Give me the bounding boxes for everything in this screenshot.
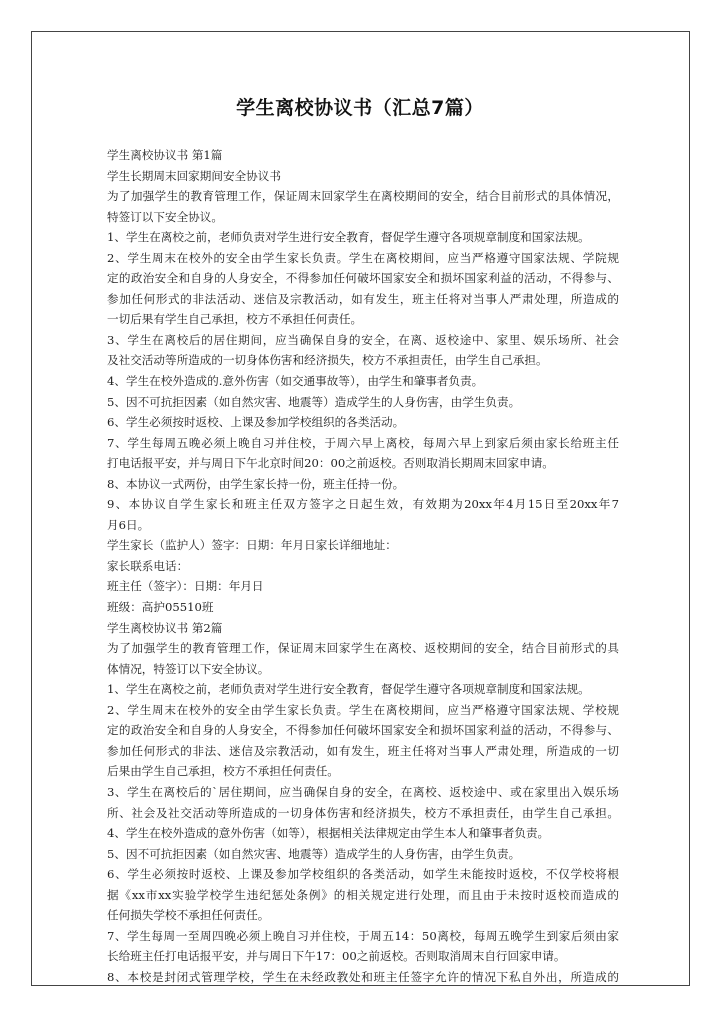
paragraph-line: 体情况，特签订以下安全协议。 (107, 661, 270, 676)
clause-line: 5、因不可抗拒因素（如自然灾害、地震等）造成学生的人身伤害，由学生负责。 (107, 846, 521, 861)
clause-line: 一切后果有学生自己承担，校方不承担任何责任。 (107, 312, 363, 327)
clause-line: 参加任何形式的非法活动、迷信及宗教活动，如有发生，班主任将对当事人严肃处理，所造成的 (107, 291, 619, 306)
clause-line: 8、本校是封闭式管理学校，学生在未经政教处和班主任签字允许的情况下私自外出，所造成的 (107, 969, 619, 984)
clause-line: 1、学生在离校之前，老师负责对学生进行安全教育，督促学生遵守各项规章制度和国家法规。 (107, 230, 590, 245)
subtitle: 学生长期周末回家期间安全协议书 (107, 168, 281, 183)
paragraph-line: 特签订以下安全协议。 (107, 209, 223, 224)
clause-line: 后果由学生自己承担，校方不承担任何责任。 (107, 764, 339, 779)
clause-line: 据《xx市xx实验学校学生违纪惩处条例》的相关规定进行处理，而且由于未按时返校而造成的 (107, 887, 619, 902)
signature-line: 班级：高护05510班 (107, 600, 214, 615)
signature-line: 学生家长（监护人）签字：日期：年月日家长详细地址： (107, 538, 397, 553)
clause-line: 6、学生必须按时返校、上课及参加学校组织的各类活动。 (107, 415, 405, 430)
clause-line: 7、学生每周五晚必须上晚自习并住校，于周六早上离校，每周六早上到家后须由家长给班主任 (107, 435, 619, 450)
clause-line: 9、本协议自学生家长和班主任双方签字之日起生效，有效期为20xx年4月15日至20xx年7 (107, 497, 619, 512)
clause-line: 7、学生每周一至周四晚必须上晚自习并住校，于周五14：50离校，每周五晚学生到家后须由家 (107, 928, 619, 943)
paragraph-line: 为了加强学生的教育管理工作，保证周末回家学生在离校、返校期间的安全，结合目前形式的具 (107, 641, 619, 656)
clause-line: 定的政治安全和自身的人身安全，不得参加任何破坏国家安全和损坏国家利益的活动，不得参与、 (107, 271, 619, 286)
section-heading-1: 学生离校协议书 第1篇 (107, 148, 223, 162)
clause-line: 4、学生在校外造成的.意外伤害（如交通事故等），由学生和肇事者负责。 (107, 374, 484, 389)
clause-line: 参加任何形式的非法、迷信及宗教活动，如有发生，班主任将对当事人严肃处理，所造成的一切 (107, 743, 619, 758)
clause-line: 3、学生在离校后的`居住期间，应当确保自身的安全，在离校、返校途中、或在家里出入娱乐场 (107, 784, 619, 799)
clause-line: 任何损失学校不承担任何责任。 (107, 908, 270, 923)
clause-line: 定的政治安全和自身的人身安全，不得参加任何破坏国家安全和损坏国家利益的活动，不得参与、 (107, 723, 619, 738)
clause-line: 5、因不可抗拒因素（如自然灾害、地震等）造成学生的人身伤害，由学生负责。 (107, 394, 521, 409)
clause-line: 打电话报平安，并与周日下午北京时间20：00之前返校。否则取消长期周末回家申请。 (107, 456, 554, 471)
document-body (107, 145, 619, 987)
clause-line: 8、本协议一式两份，由学生家长持一份，班主任持一份。 (107, 476, 405, 491)
clause-line: 4、学生在校外造成的意外伤害（如等），根据相关法律规定由学生本人和肇事者负责。 (107, 826, 550, 841)
section-heading-2: 学生离校协议书 第2篇 (107, 620, 223, 635)
document-title: 学生离校协议书（汇总7篇） (236, 97, 484, 119)
clause-line: 6、学生必须按时返校、上课及参加学校组织的各类活动，如学生未能按时返校，不仅学校将根 (107, 867, 619, 882)
clause-line: 长给班主任打电话报平安，并与周日下午17：00之前返校。否则取消周末自行回家申请。 (107, 949, 566, 964)
signature-line: 班主任（签字）：日期：年月日 (107, 579, 264, 594)
clause-line: 及社交活动等所造成的一切身体伤害和经济损失，校方不承担责任，由学生自己承担。 (107, 353, 548, 368)
signature-line: 家长联系电话： (107, 558, 189, 573)
clause-line: 2、学生周末在校外的安全由学生家长负责。学生在离校期间，应当严格遵守国家法规、学校规 (107, 702, 619, 717)
clause-line: 3、学生在离校后的居住期间，应当确保自身的安全，在离、返校途中、家里、娱乐场所、社会 (107, 332, 619, 347)
clause-line: 2、学生周末在校外的安全由学生家长负责。学生在离校期间，应当严格遵守国家法规、学院规 (107, 250, 619, 265)
clause-line: 1、学生在离校之前，老师负责对学生进行安全教育，督促学生遵守各项规章制度和国家法规。 (107, 682, 590, 697)
clause-line: 所、社会及社交活动等所造成的一切身体伤害和经济损失，校方不承担责任，由学生自己承担。 (107, 805, 619, 820)
clause-line: 月6日。 (107, 517, 150, 532)
paragraph-line: 为了加强学生的教育管理工作，保证周末回家学生在离校期间的安全，结合目前形式的具体情况， (107, 189, 619, 204)
